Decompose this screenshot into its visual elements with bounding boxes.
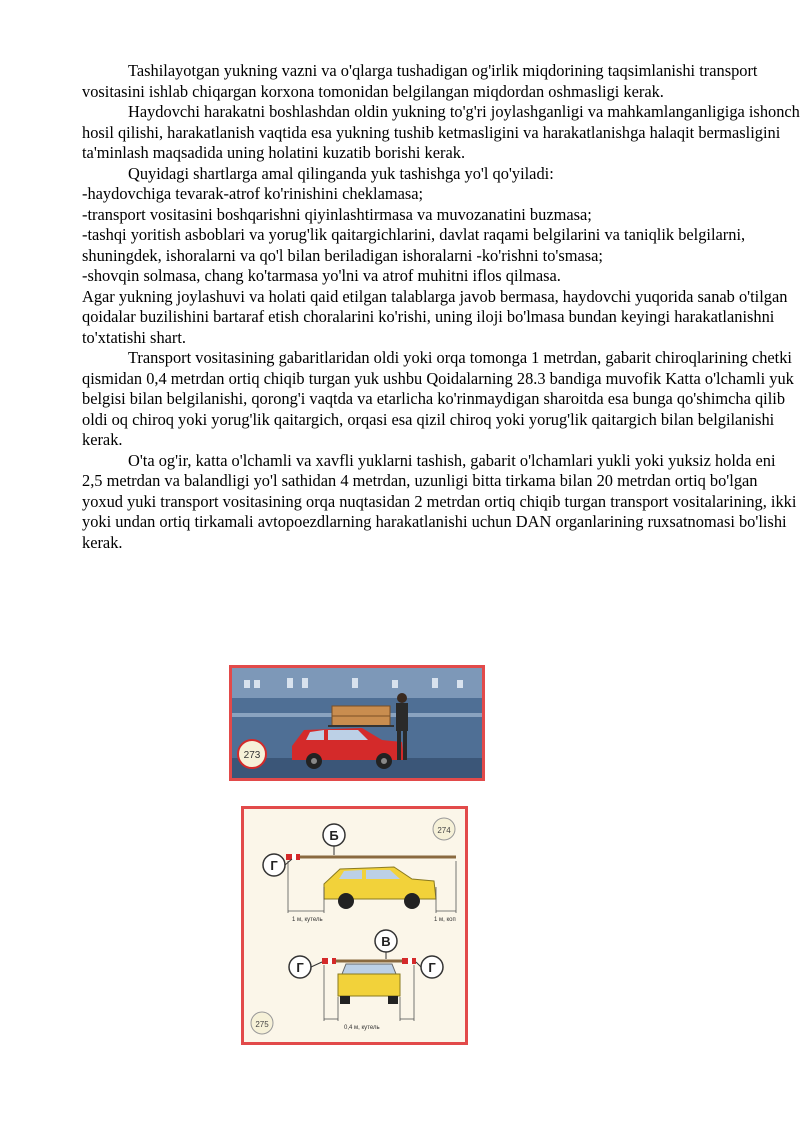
figure-car-with-roof-load [229,665,485,781]
paragraph: Agar yukning joylashuvi va holati qaid etilgan talablarga javob bermasa, haydovchi yuqorida sanab o'tilgan qoidalar buzilishini bartaraf etish choralarini ko'rishi, uning iloji bo'lmasa bundan keyingi harakatlanishni to'xtatishi shart. [82,286,788,347]
roof-load-illustration [232,668,482,778]
paragraph: Haydovchi harakatni boshlashdan oldin yukning to'g'ri joylashganligi va mahkamlanganligiga ishonch hosil qilishi, harakatlanish vaqtida esa yukning tushib ketmasligini va harakatlanishga halaqit bermasligini ta'minlash maqsadida uning holatini kuzatib borishi kerak. [82,102,800,162]
dimension-left-label: 1 м, кутель [292,917,323,923]
paragraph: -shovqin solmasa, chang ko'tarmasa yo'lni va atrof muhitni iflos qilmasa. [82,266,561,285]
label-v: В [381,934,391,949]
figure-badge-bottom: 275 [255,1020,269,1029]
paragraph: -haydovchiga tevarak-atrof ko'rinishini cheklamasa; [82,184,424,203]
paragraph: Transport vositasining gabaritlaridan oldi yoki orqa tomonga 1 metrdan, gabarit chiroqlarining chetki qismidan 0,4 metrdan ortiq chiqib turgan yuk ushbu Qoidalarning 28.3 bandiga muvofik Katta o'lchamli yuk belgisi bilan belgilanishi, qorong'i vaqtda va etarlicha ko'rinmaydigan sharoitda esa bunga qo'shimcha qilib oldi oq chiroq yoki yorug'lik qaitargich, orqasi esa qizil chiroq yoki yorug'lik qaitargich bilan belgilanishi kerak. [82,348,794,449]
label-b: Б [329,828,339,843]
figure-oversize-load-markings [241,806,468,1045]
load-marking-diagram [244,809,465,1042]
paragraph: -tashqi yoritish asboblari va yorug'lik qaitargichlarini, davlat raqami belgilarini va taniqlik belgilarni, shuningdek, ishoralarni va qo'l bilan beriladigan ishoralarni -ko'rishni to'smasa; [82,225,746,265]
label-g-right: Г [428,960,436,975]
label-g-left: Г [296,960,304,975]
dimension-right-label: 1 м, коп [434,917,456,923]
dimension-bottom-label: 0,4 м, кутель [344,1025,380,1031]
figure-badge: 273 [243,750,261,761]
paragraph: Tashilayotgan yukning vazni va o'qlarga tushadigan og'irlik miqdorining taqsimlanishi transport vositasini ishlab chiqargan korxona tomonidan belgilangan miqdordan oshmasligi kerak. [82,61,758,101]
document-body [82,61,800,553]
paragraph: Quyidagi shartlarga amal qilinganda yuk tashishga yo'l qo'yiladi: [128,163,554,183]
paragraph: -transport vositasini boshqarishni qiyinlashtirmasa va muvozanatini buzmasa; [82,204,592,224]
figure-badge-top: 274 [437,826,451,835]
label-g-top: Г [270,858,278,873]
paragraph: O'ta og'ir, katta o'lchamli va xavfli yuklarni tashish, gabarit o'lchamlari yukli yoki yuksiz holda eni 2,5 metrdan va balandligi yo'l sathidan 4 metrdan, uzunligi bitta tirkama bilan 20 metrdan ortiq bo'lgan yoxud yuki transport vositasining orqa nuqtasidan 2 metrdan ortiq chiqib turgan transport vositalarining, ikki yoki undan ortiq tirkamali avtopoezdlarning harakatlanishi uchun DAN organlarining ruxsatnomasi bo'lishi kerak. [82,450,797,552]
